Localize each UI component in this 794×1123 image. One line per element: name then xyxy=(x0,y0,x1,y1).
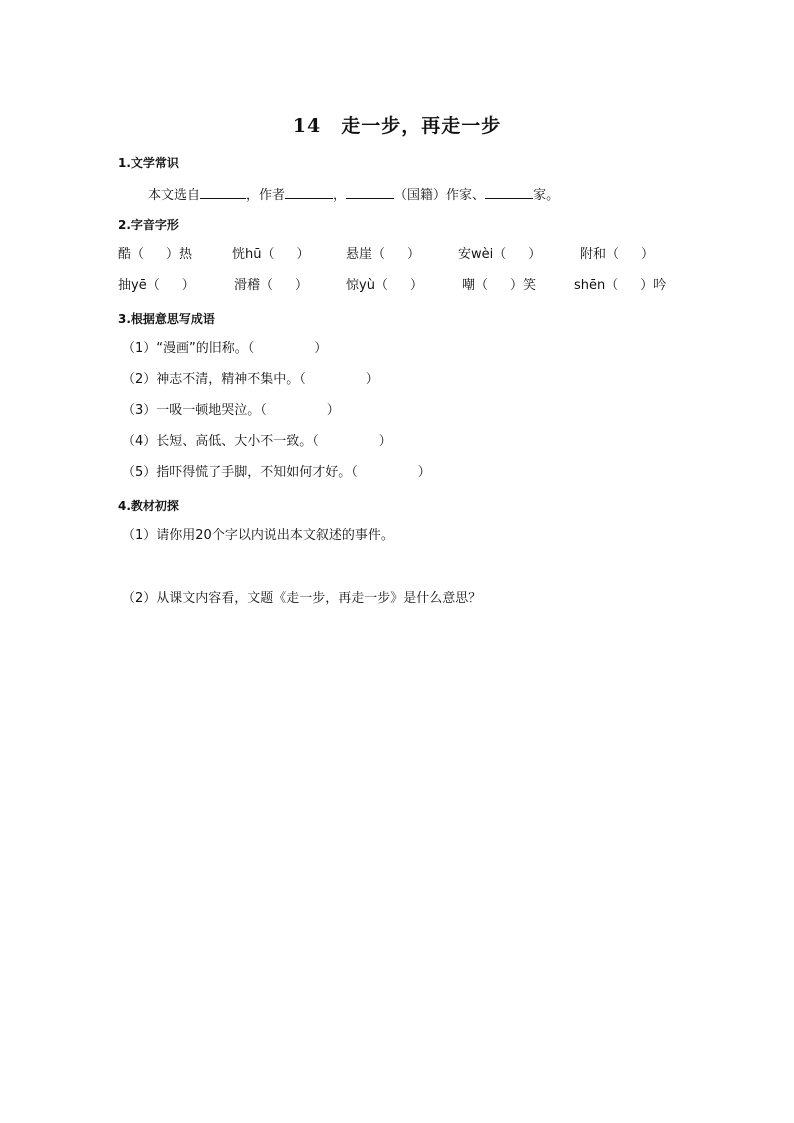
item-suffix: ） xyxy=(407,247,421,262)
item-prefix: 滑稽（ xyxy=(234,278,274,293)
item-suffix: ） xyxy=(528,247,542,262)
pronunciation-item xyxy=(232,246,310,264)
text-segment: 本文选自 xyxy=(148,188,201,203)
question-close: ） xyxy=(314,341,328,356)
item-suffix: ）热 xyxy=(166,247,193,262)
text-segment: ， xyxy=(333,188,347,203)
item-prefix: 抽yē（ xyxy=(118,278,160,293)
question-text: （3）一吸一顿地哭泣。（ xyxy=(122,403,267,418)
idiom-question xyxy=(122,464,431,482)
item-suffix: ） xyxy=(641,247,655,262)
question-close: ） xyxy=(365,372,379,387)
question-text: （4）长短、高低、大小不一致。（ xyxy=(122,434,319,449)
item-prefix: 悬崖（ xyxy=(346,247,386,262)
textbook-question-2: （2）从课文内容看，文题《走一步，再走一步》是什么意思？ xyxy=(122,591,482,606)
literary-knowledge-line xyxy=(148,185,559,205)
pronunciation-item xyxy=(580,246,654,264)
idiom-question xyxy=(122,340,327,358)
item-suffix: ） xyxy=(181,278,195,293)
page-title: 14 走一步，再走一步 xyxy=(292,115,502,137)
section-heading-literary-knowledge: 1.文学常识 xyxy=(118,156,179,170)
idiom-question xyxy=(122,371,379,389)
item-prefix: 惊yù（ xyxy=(346,278,388,293)
item-prefix: 酷（ xyxy=(118,247,145,262)
item-prefix: 嘲（ xyxy=(462,278,489,293)
text-segment: ，作者 xyxy=(246,188,286,203)
pronunciation-item xyxy=(118,277,195,295)
idiom-question xyxy=(122,402,340,420)
section-heading-pronunciation: 2.字音字形 xyxy=(118,218,179,232)
item-prefix: shēn（ xyxy=(574,278,619,293)
section-heading-textbook: 4.教材初探 xyxy=(118,499,179,513)
blank-nationality[interactable] xyxy=(346,185,394,199)
pronunciation-item xyxy=(574,277,666,295)
pronunciation-item xyxy=(458,246,541,264)
text-segment: 家。 xyxy=(533,188,560,203)
item-suffix: ） xyxy=(409,278,423,293)
item-suffix: ） xyxy=(296,247,310,262)
idiom-question xyxy=(122,433,392,451)
item-prefix: 恍hū（ xyxy=(232,247,275,262)
question-text: （2）神志不清，精神不集中。（ xyxy=(122,372,306,387)
item-prefix: 安wèi（ xyxy=(458,247,507,262)
question-close: ） xyxy=(326,403,340,418)
question-close: ） xyxy=(378,434,392,449)
pronunciation-item xyxy=(346,246,420,264)
blank-profession[interactable] xyxy=(485,185,533,199)
pronunciation-item xyxy=(462,277,536,295)
item-suffix: ）吟 xyxy=(640,278,667,293)
item-suffix: ）笑 xyxy=(510,278,537,293)
pronunciation-item xyxy=(118,246,192,264)
question-text: （1）“漫画”的旧称。（ xyxy=(122,341,255,356)
item-prefix: 附和（ xyxy=(580,247,620,262)
blank-author[interactable] xyxy=(285,185,333,199)
section-heading-idioms: 3.根据意思写成语 xyxy=(118,312,215,326)
textbook-question-1: （1）请你用20个字以内说出本文叙述的事件。 xyxy=(122,528,394,543)
item-suffix: ） xyxy=(295,278,309,293)
pronunciation-item xyxy=(346,277,423,295)
question-text: （5）指吓得慌了手脚，不知如何才好。（ xyxy=(122,465,358,480)
question-close: ） xyxy=(417,465,431,480)
pronunciation-item xyxy=(234,277,308,295)
blank-source[interactable] xyxy=(200,185,246,199)
text-segment: （国籍）作家、 xyxy=(394,188,486,203)
